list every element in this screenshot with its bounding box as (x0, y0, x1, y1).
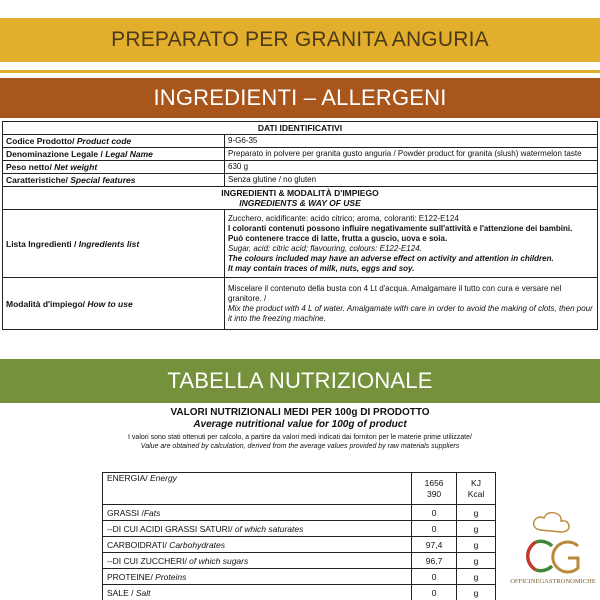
ingredients-band-title: INGREDIENTI – ALLERGENI (153, 85, 447, 110)
nutrition-header (0, 407, 600, 451)
how-to-use-value: Miscelare il contenuto della busta con 4 Lt d'acqua. Amalgamare il tutto con cura e versare nel granitore. / Mix the product with 4 L of water. Amalgamate with care in order to avoid the making of clots, then pour it into the freezing machine. (225, 278, 598, 330)
nutrient-value: 0 (412, 521, 457, 537)
nutrient-name: --DI CUI ZUCCHERI/ of which sugars (103, 553, 412, 569)
row-label: Denominazione Legale / Legal Name (3, 148, 225, 161)
table-row (103, 537, 496, 553)
nutrient-name: CARBOIDRATI/ Carbohydrates (103, 537, 412, 553)
nutrition-table (102, 472, 496, 600)
product-title: PREPARATO PER GRANITA ANGURIA (111, 28, 489, 51)
table-row (3, 210, 598, 278)
logo-text: OFFICINEGASTRONOMICHE (510, 578, 596, 585)
nutrient-name: --DI CUI ACIDI GRASSI SATURI/ of which saturates (103, 521, 412, 537)
table-row (103, 521, 496, 537)
row-label: Peso netto/ Net weight (3, 161, 225, 174)
nutrient-value: 97,4 (412, 537, 457, 553)
nutrition-band (0, 359, 600, 403)
identification-heading: DATI IDENTIFICATIVI (3, 122, 598, 135)
ingredients-heading: INGREDIENTI & MODALITÀ D'IMPIEGO INGREDIENTS & WAY OF USE (3, 187, 598, 210)
ingredients-band (0, 78, 600, 118)
nutrient-unit: g (457, 521, 496, 537)
row-value: 9-G6-35 (225, 135, 598, 148)
nutrient-name: SALE / Salt (103, 585, 412, 600)
table-row (3, 161, 598, 174)
nutrition-title: VALORI NUTRIZIONALI MEDI PER 100g DI PRODOTTO (170, 407, 430, 418)
table-row (3, 278, 598, 330)
nutrient-unit: g (457, 553, 496, 569)
row-value: 630 g (225, 161, 598, 174)
nutrient-value: 0 (412, 585, 457, 600)
table-row (3, 135, 598, 148)
nutrient-value: 0 (412, 505, 457, 521)
nutrient-unit: g (457, 505, 496, 521)
divider-stripe (0, 70, 600, 73)
table-row (103, 553, 496, 569)
table-row (3, 122, 598, 135)
table-row (103, 473, 496, 505)
identification-table (2, 121, 598, 330)
row-label: Codice Prodotto/ Product code (3, 135, 225, 148)
nutrient-value: 1656 390 (412, 473, 457, 505)
how-to-use-label: Modalità d'impiego/ How to use (3, 278, 225, 330)
nutrient-value: 96,7 (412, 553, 457, 569)
product-title-band (0, 18, 600, 62)
nutrition-note-en: Value are obtained by calculation, derived from the average values provided by raw materials suppliers (140, 443, 460, 450)
nutrition-note-it: I valori sono stati ottenuti per calcolo, a partire da valori medi indicati dai fornitori per le materie prime utilizzate/ (128, 434, 472, 441)
table-row (103, 569, 496, 585)
nutrient-unit: g (457, 569, 496, 585)
row-label: Caratteristiche/ Special features (3, 174, 225, 187)
table-row (3, 174, 598, 187)
nutrient-value: 0 (412, 569, 457, 585)
nutrition-subtitle: Average nutritional value for 100g of product (193, 419, 407, 430)
table-row (103, 585, 496, 600)
nutrition-band-title: TABELLA NUTRIZIONALE (167, 368, 433, 393)
table-row (3, 187, 598, 210)
nutrient-name: GRASSI /Fats (103, 505, 412, 521)
ingredients-list-value: Zucchero, acidificante: acido citrico; aroma, coloranti: E122-E124 I coloranti contenuti possono influire negativamente sull'attività e l'attenzione dei bambini. Può contenere tracce di latte, frutta a guscio, uova e soia. Sugar, acid: citric acid; flavouring, colours: E122-E124. The colours included may have an adverse effect on activity and attention in children. It may contain traces of milk, nuts, eggs and soy. (225, 210, 598, 278)
table-row (3, 148, 598, 161)
nutrient-name: PROTEINE/ Proteins (103, 569, 412, 585)
row-value: Preparato in polvere per granita gusto anguria / Powder product for granita (slush) watermelon taste (225, 148, 598, 161)
nutrient-name: ENERGIA/ Energy (103, 473, 412, 505)
ingredients-list-label: Lista Ingredienti / Ingredients list (3, 210, 225, 278)
row-value: Senza glutine / no gluten (225, 174, 598, 187)
nutrient-unit: KJ Kcal (457, 473, 496, 505)
nutrient-unit: g (457, 537, 496, 553)
table-row (103, 505, 496, 521)
nutrient-unit: g (457, 585, 496, 600)
